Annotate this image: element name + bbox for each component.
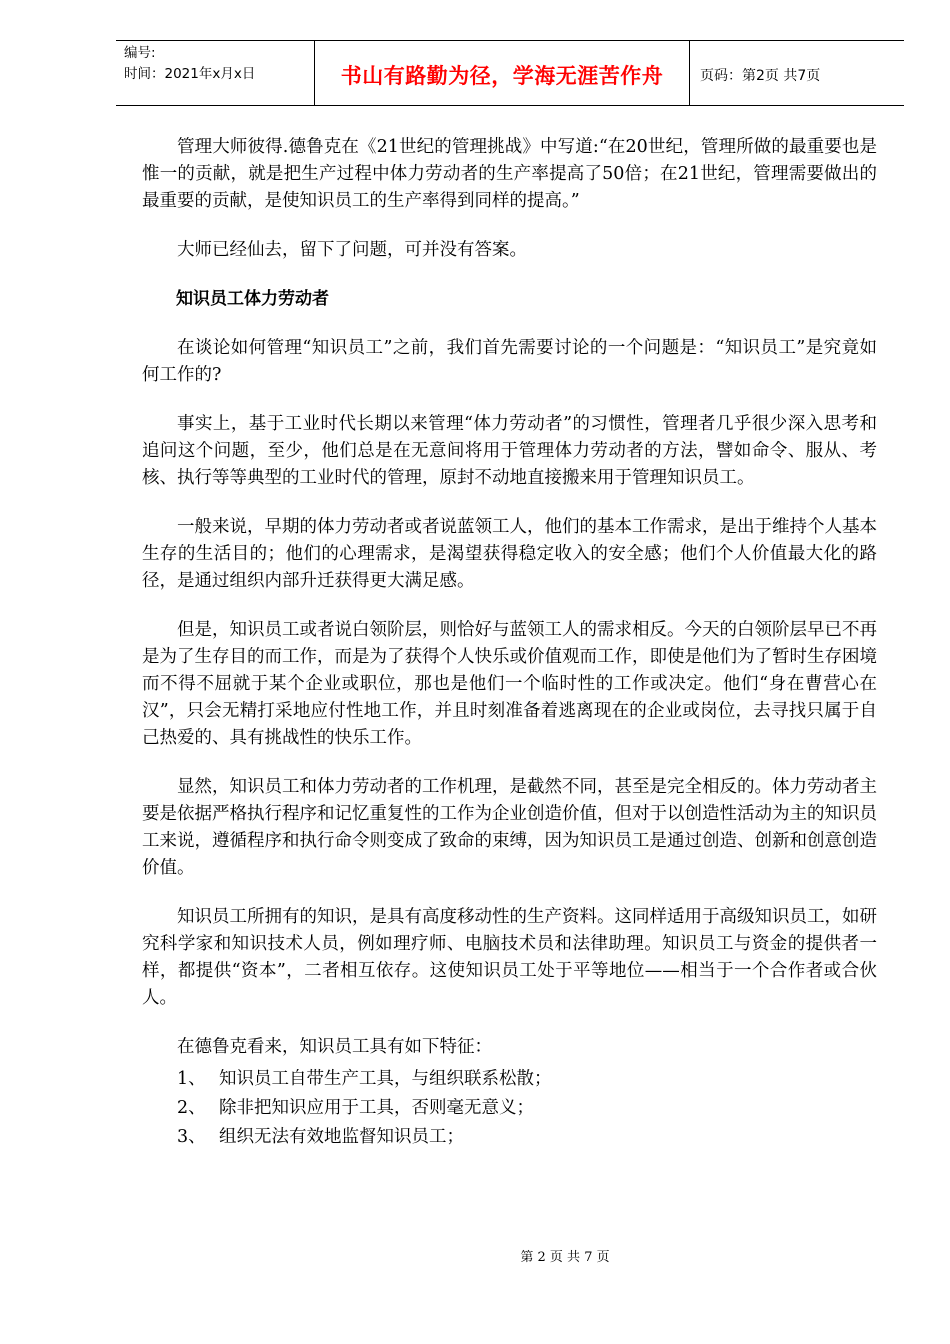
list-number: 2、 bbox=[177, 1098, 206, 1118]
list-text: 除非把知识应用于工具，否则毫无意义； bbox=[219, 1098, 534, 1118]
paragraph-habit: 事实上，基于工业时代长期以来管理“体力劳动者”的习惯性，管理者几乎很少深入思考和追问这个问题，至少，他们总是在无意间将用于管理体力劳动者的方法，譬如命令、服从、考核、执行等等典型的工业时代的管理，原封不动地直接搬来用于管理知识员工。 bbox=[142, 414, 877, 488]
list-item bbox=[142, 1065, 877, 1094]
feature-list bbox=[142, 1065, 877, 1152]
section-heading: 知识员工体力劳动者 bbox=[176, 289, 329, 309]
serial-number-label: 编号: bbox=[124, 45, 156, 61]
list-item bbox=[142, 1123, 877, 1152]
paragraph-blue-collar: 一般来说，早期的体力劳动者或者说蓝领工人，他们的基本工作需求，是出于维持个人基本生存的生活目的；他们的心理需求，是渴望获得稳定收入的安全感；他们个人价值最大化的路径，是通过组织内部升迁获得更大满足感。 bbox=[142, 517, 877, 591]
list-number: 1、 bbox=[177, 1069, 206, 1089]
paragraph-drucker-quote: 管理大师彼得.德鲁克在《21世纪的管理挑战》中写道:“在20世纪，管理所做的最重要也是惟一的贡献，就是把生产过程中体力劳动者的生产率提高了50倍；在21世纪，管理需要做出的最重要的贡献，是使知识员工的生产率得到同样的提高。” bbox=[142, 137, 877, 211]
header-meta-cell bbox=[116, 41, 315, 105]
page-header bbox=[116, 40, 904, 106]
paragraph-no-answer: 大师已经仙去，留下了问题，可并没有答案。 bbox=[177, 240, 527, 260]
header-page-info: 页码：第2页 共7页 bbox=[700, 68, 821, 84]
list-number: 3、 bbox=[177, 1127, 206, 1147]
paragraph-white-collar: 但是，知识员工或者说白领阶层，则恰好与蓝领工人的需求相反。今天的白领阶层早已不再是为了生存目的而工作，而是为了获得个人快乐或价值观而工作，即使是他们为了暂时生存困境而不得不屈就于某个企业或职位，那也是他们一个临时性的工作或决定。他们“身在曹营心在汉”，只会无精打采地应付性地工作，并且时刻准备着逃离现在的企业或岗位，去寻找只属于自己热爱的、具有挑战性的快乐工作。 bbox=[142, 620, 877, 748]
header-motto: 书山有路勤为径，学海无涯苦作舟 bbox=[315, 41, 690, 105]
list-text: 组织无法有效地监督知识员工； bbox=[219, 1127, 464, 1147]
list-item bbox=[142, 1094, 877, 1123]
list-text: 知识员工自带生产工具，与组织联系松散； bbox=[219, 1069, 552, 1089]
paragraph-features-intro: 在德鲁克看来，知识员工具有如下特征： bbox=[177, 1037, 492, 1057]
document-body bbox=[142, 134, 877, 1152]
time-label: 时间：2021年x月x日 bbox=[124, 66, 256, 82]
paragraph-capital: 知识员工所拥有的知识，是具有高度移动性的生产资料。这同样适用于高级知识员工，如研究科学家和知识技术人员，例如理疗师、电脑技术员和法律助理。知识员工与资金的提供者一样，都提供“资本”，二者相互依存。这使知识员工处于平等地位——相当于一个合作者或合伙人。 bbox=[142, 907, 877, 1008]
paragraph-question: 在谈论如何管理“知识员工”之前，我们首先需要讨论的一个问题是：“知识员工”是究竟如何工作的? bbox=[142, 338, 877, 385]
page-footer: 第 2 页 共 7 页 bbox=[520, 1250, 610, 1265]
paragraph-mechanism: 显然，知识员工和体力劳动者的工作机理，是截然不同，甚至是完全相反的。体力劳动者主要是依据严格执行程序和记忆重复性的工作为企业创造价值，但对于以创造性活动为主的知识员工来说，遵循程序和执行命令则变成了致命的束缚，因为知识员工是通过创造、创新和创意创造价值。 bbox=[142, 777, 877, 878]
